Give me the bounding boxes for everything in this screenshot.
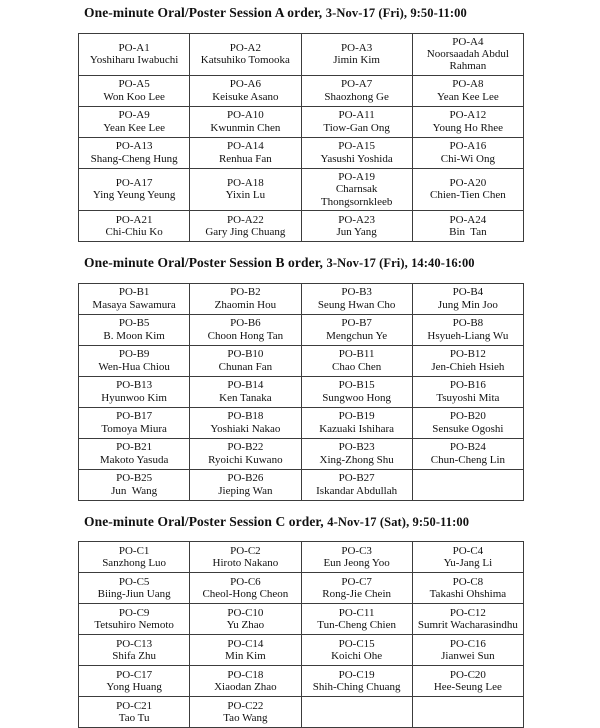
presenter-code: PO-A7 (341, 78, 373, 91)
presenter-code: PO-B9 (118, 348, 150, 361)
presenter-name: B. Moon Kim (103, 329, 165, 342)
presenter-cell (301, 407, 412, 438)
presenter-code: PO-C1 (118, 544, 150, 557)
presenter-code: PO-B4 (452, 286, 484, 299)
table-row (79, 211, 524, 242)
presenter-name: Keisuke Asano (212, 90, 279, 103)
presenter-name: Yu-Jang Li (443, 557, 493, 570)
presenter-code: PO-C22 (227, 699, 264, 712)
presenter-code: PO-B24 (449, 441, 486, 454)
presenter-cell (412, 376, 523, 407)
presenter-cell (79, 106, 190, 137)
session-table-body (79, 33, 524, 242)
presenter-cell (190, 345, 301, 376)
presenter-cell (301, 469, 412, 500)
presenter-cell (412, 604, 523, 635)
presenter-name: Kazuaki Ishihara (319, 422, 395, 435)
presenter-code: PO-B7 (341, 317, 372, 330)
presenter-name: Tao Tu (118, 712, 150, 725)
presenter-cell (412, 542, 523, 573)
presenter-code: PO-C2 (230, 544, 261, 557)
presenter-cell (301, 542, 412, 573)
table-row (79, 697, 524, 728)
presenter-name: Shih-Ching Chuang (312, 681, 401, 694)
presenter-cell (190, 314, 301, 345)
presenter-cell (412, 407, 523, 438)
presenter-name: Jianwei Sun (441, 650, 495, 663)
presenter-cell (79, 283, 190, 314)
table-row (79, 604, 524, 635)
presenter-code: PO-C6 (230, 575, 261, 588)
presenter-code: PO-B12 (449, 348, 486, 361)
presenter-cell (301, 635, 412, 666)
presenter-name: Chi-Wi Ong (440, 152, 495, 165)
presenter-cell (190, 635, 301, 666)
presenter-name: Tomoya Miura (101, 422, 167, 435)
presenter-cell (79, 438, 190, 469)
session-title-time: 4-Nov-17 (Sat), 9:50-11:00 (327, 514, 470, 529)
presenter-cell (412, 666, 523, 697)
presenter-code: PO-A6 (229, 78, 261, 91)
table-row (79, 542, 524, 573)
presenter-code: PO-B18 (227, 410, 264, 423)
presenter-code: PO-A22 (227, 213, 264, 226)
presenter-name: Shifa Zhu (112, 650, 156, 663)
presenter-cell (190, 542, 301, 573)
presenter-name: Chien-Tien Chen (430, 189, 506, 202)
presenter-name: Wen-Hua Chiou (98, 360, 170, 373)
presenter-name: Koichi Ohe (331, 650, 383, 663)
presenter-code: PO-A21 (115, 213, 153, 226)
presenter-code: PO-A11 (338, 109, 375, 122)
presenter-code: PO-A9 (118, 109, 150, 122)
presenter-code: PO-A10 (227, 109, 264, 122)
presenter-name: Jung Min Joo (437, 298, 498, 311)
table-row (79, 666, 524, 697)
presenter-code: PO-B5 (118, 317, 150, 330)
presenter-code: PO-A12 (449, 109, 487, 122)
presenter-name: Mengchun Ye (326, 329, 388, 342)
presenter-name: Yoshiharu Iwabuchi (89, 54, 179, 67)
presenter-name: Sumrit Wacharasindhu (417, 619, 518, 632)
presenter-name: Iskandar Abdullah (316, 484, 398, 497)
session-table-body (79, 283, 524, 500)
table-row (79, 345, 524, 376)
presenter-code: PO-A24 (449, 213, 487, 226)
presenter-cell (190, 137, 301, 168)
presenter-code: PO-B25 (116, 472, 153, 485)
presenter-name: Min Kim (225, 650, 266, 663)
presenter-code: PO-B13 (116, 379, 153, 392)
presenter-code: PO-C17 (116, 668, 153, 681)
table-row (79, 635, 524, 666)
presenter-code: PO-A2 (229, 41, 261, 54)
presenter-cell (190, 697, 301, 728)
presenter-code: PO-C10 (227, 606, 264, 619)
presenter-name: Choon Hong Tan (207, 329, 284, 342)
presenter-name: Cheol-Hong Cheon (202, 588, 289, 601)
presenter-code: PO-B10 (227, 348, 264, 361)
presenter-cell (190, 283, 301, 314)
session-table (78, 33, 524, 243)
presenter-name: Tetsuhiro Nemoto (94, 619, 174, 632)
presenter-cell (412, 438, 523, 469)
presenter-code: PO-B3 (341, 286, 372, 299)
presenter-name: Seung Hwan Cho (317, 298, 396, 311)
presenter-cell (79, 604, 190, 635)
session-title (84, 514, 524, 530)
table-row (79, 106, 524, 137)
presenter-name: Tao Wang (223, 712, 268, 725)
session-table-body (79, 542, 524, 728)
presenter-name: Ying Yeung Yeung (92, 189, 176, 202)
presenter-cell (412, 314, 523, 345)
presenter-name: Kwunmin Chen (210, 121, 281, 134)
empty-cell (412, 697, 523, 728)
presenter-code: PO-B19 (338, 410, 375, 423)
presenter-name: Xiaodan Zhao (214, 681, 277, 694)
presenter-cell (301, 604, 412, 635)
presenter-code: PO-A3 (341, 41, 373, 54)
session-title-main: One-minute Oral/Poster Session B order, (84, 255, 324, 271)
presenter-cell (79, 635, 190, 666)
presenter-cell (301, 75, 412, 106)
presenter-cell (412, 106, 523, 137)
presenter-name: Gary Jing Chuang (205, 226, 286, 239)
presenter-code: PO-B11 (338, 348, 375, 361)
presenter-name: Takashi Ohshima (429, 588, 507, 601)
table-row (79, 168, 524, 210)
presenter-cell (79, 75, 190, 106)
presenter-cell (412, 573, 523, 604)
presenter-cell (190, 168, 301, 210)
presenter-code: PO-A8 (452, 78, 484, 91)
table-row (79, 283, 524, 314)
presenter-name: Ken Tanaka (219, 391, 272, 404)
presenter-name: Tsuyoshi Mita (436, 391, 500, 404)
presenter-cell (412, 137, 523, 168)
presenter-name: Jun Yang (336, 226, 377, 239)
presenter-code: PO-B22 (227, 441, 264, 454)
presenter-code: PO-B1 (118, 286, 150, 299)
presenter-name: Young Ho Rhee (432, 121, 504, 134)
presenter-code: PO-C21 (116, 699, 153, 712)
presenter-code: PO-C20 (449, 668, 486, 681)
presenter-name: Bin Tan (449, 226, 487, 239)
presenter-code: PO-C4 (452, 544, 484, 557)
presenter-name: Sanzhong Luo (102, 557, 167, 570)
presenter-name: Eun Jeong Yoo (323, 557, 390, 570)
presenter-code: PO-C8 (452, 575, 484, 588)
presenter-cell (79, 168, 190, 210)
presenter-cell (412, 345, 523, 376)
empty-cell (301, 697, 412, 728)
presenter-cell (190, 75, 301, 106)
table-row (79, 573, 524, 604)
presenter-cell (79, 376, 190, 407)
session-title-time: 3-Nov-17 (Fri), 9:50-11:00 (325, 6, 467, 20)
presenter-code: PO-C18 (227, 668, 264, 681)
session-title (84, 255, 524, 271)
presenter-name: Jieping Wan (218, 484, 273, 497)
presenter-cell (301, 106, 412, 137)
presenter-cell (412, 75, 523, 106)
presenter-cell (301, 137, 412, 168)
presenter-name: Sensuke Ogoshi (432, 422, 504, 435)
presenter-code: PO-B20 (449, 410, 486, 423)
presenter-cell (412, 283, 523, 314)
presenter-code: PO-B17 (116, 410, 153, 423)
presenter-code: PO-B6 (230, 317, 261, 330)
presenter-code: PO-C3 (341, 544, 372, 557)
presenter-cell (79, 211, 190, 242)
presenter-name: Zhaomin Hou (214, 298, 277, 311)
presenter-code: PO-B8 (452, 317, 484, 330)
presenter-cell (301, 345, 412, 376)
presenter-cell (301, 438, 412, 469)
presenter-name: Charnsak Thongsornkleeb (320, 183, 393, 208)
presenter-code: PO-C9 (118, 606, 150, 619)
presenter-cell (190, 33, 301, 75)
empty-cell (412, 469, 523, 500)
table-row (79, 438, 524, 469)
presenter-code: PO-A18 (227, 176, 264, 189)
presenter-name: Hee-Seung Lee (433, 681, 502, 694)
presenter-code: PO-B26 (227, 472, 264, 485)
presenter-name: Yong Huang (106, 681, 162, 694)
table-row (79, 314, 524, 345)
presenter-name: Ryoichi Kuwano (208, 453, 283, 466)
presenter-cell (79, 666, 190, 697)
presenter-name: Hiroto Nakano (212, 557, 279, 570)
presenter-name: Jun Wang (111, 484, 158, 497)
presenter-code: PO-B16 (449, 379, 486, 392)
presenter-cell (301, 211, 412, 242)
table-row (79, 469, 524, 500)
presenter-code: PO-B14 (227, 379, 264, 392)
presenter-code: PO-C15 (338, 637, 375, 650)
presenter-name: Chi-Chiu Ko (105, 226, 163, 239)
presenter-cell (79, 137, 190, 168)
presenter-cell (301, 33, 412, 75)
presenter-code: PO-A1 (118, 41, 150, 54)
presenter-name: Shaozhong Ge (324, 90, 389, 103)
presenter-cell (301, 573, 412, 604)
presenter-cell (79, 573, 190, 604)
presenter-code: PO-A14 (227, 140, 264, 153)
presenter-code: PO-A17 (115, 176, 153, 189)
presenter-cell (190, 438, 301, 469)
presenter-cell (79, 407, 190, 438)
presenter-name: Makoto Yasuda (99, 453, 169, 466)
table-row (79, 407, 524, 438)
presenter-cell (79, 542, 190, 573)
presenter-cell (190, 666, 301, 697)
presenter-code: PO-B15 (338, 379, 375, 392)
presenter-code: PO-A15 (338, 140, 375, 153)
presenter-code: PO-C7 (341, 575, 372, 588)
presenter-cell (190, 211, 301, 242)
presenter-name: Jen-Chieh Hsieh (431, 360, 505, 373)
presenter-name: Masaya Sawamura (92, 298, 176, 311)
presenter-name: Renhua Fan (218, 152, 272, 165)
presenter-name: Jimin Kim (333, 54, 380, 67)
presenter-cell (79, 33, 190, 75)
session-title-main: One-minute Oral/Poster Session C order, (84, 513, 324, 529)
presenter-code: PO-C16 (449, 637, 486, 650)
presenter-code: PO-C12 (449, 606, 486, 619)
presenter-name: Sungwoo Hong (322, 391, 391, 404)
presenter-name: Shang-Cheng Hung (90, 152, 178, 165)
presenter-cell (412, 168, 523, 210)
presenter-code: PO-C11 (338, 606, 375, 619)
presenter-cell (190, 106, 301, 137)
presenter-cell (301, 168, 412, 210)
presenter-name: Rong-Jie Chein (322, 588, 391, 601)
presenter-name: Chunan Fan (218, 360, 273, 373)
presenter-code: PO-B23 (338, 441, 375, 454)
session-section (78, 255, 524, 501)
presenter-name: Yasushi Yoshida (320, 152, 393, 165)
presenter-name: Yu Zhao (226, 619, 265, 632)
presenter-code: PO-A19 (338, 170, 375, 183)
presenter-name: Biing-Jiun Uang (97, 588, 171, 601)
session-section (78, 514, 524, 728)
presenter-code: PO-A5 (118, 78, 150, 91)
presenter-name: Noorsaadah Abdul Rahman (426, 47, 512, 73)
presenter-name: Tun-Cheng Chien (317, 619, 396, 632)
presenter-name: Hyunwoo Kim (101, 391, 167, 404)
session-title-time: 3-Nov-17 (Fri), 14:40-16:00 (326, 256, 475, 271)
presenter-name: Tiow-Gan Ong (323, 121, 390, 134)
presenter-code: PO-A4 (452, 35, 484, 48)
presenter-code: PO-B2 (230, 286, 261, 299)
session-table (78, 541, 524, 728)
session-title-main: One-minute Oral/Poster Session A order, (84, 5, 323, 20)
presenter-code: PO-A23 (338, 213, 375, 226)
presenter-cell (79, 697, 190, 728)
presenter-cell (190, 469, 301, 500)
presenter-code: PO-A20 (449, 176, 487, 189)
session-title (84, 5, 524, 21)
presenter-code: PO-B27 (338, 472, 375, 485)
presenter-cell (79, 469, 190, 500)
table-row (79, 137, 524, 168)
presenter-cell (412, 635, 523, 666)
presenter-cell (79, 314, 190, 345)
table-row (79, 376, 524, 407)
presenter-code: PO-A13 (115, 140, 153, 153)
presenter-name: Yean Kee Lee (436, 90, 499, 103)
presenter-cell (190, 604, 301, 635)
presenter-name: Chun-Cheng Lin (430, 453, 505, 466)
presenter-name: Yean Kee Lee (103, 121, 166, 134)
presenter-code: PO-C13 (116, 637, 153, 650)
presenter-cell (301, 314, 412, 345)
presenter-name: Yixin Lu (225, 189, 266, 202)
presenter-code: PO-C5 (118, 575, 150, 588)
presenter-name: Chao Chen (332, 360, 382, 373)
presenter-name: Yoshiaki Nakao (210, 422, 281, 435)
presenter-code: PO-B21 (116, 441, 153, 454)
presenter-cell (190, 376, 301, 407)
presenter-code: PO-C14 (227, 637, 264, 650)
presenter-cell (412, 33, 523, 75)
presenter-cell (301, 376, 412, 407)
presenter-cell (301, 283, 412, 314)
presenter-cell (79, 345, 190, 376)
presenter-cell (412, 211, 523, 242)
presenter-code: PO-C19 (338, 668, 375, 681)
presenter-cell (190, 407, 301, 438)
table-row (79, 33, 524, 75)
presenter-name: Won Koo Lee (103, 90, 165, 103)
presenter-name: Xing-Zhong Shu (319, 453, 394, 466)
session-section (78, 5, 524, 242)
presenter-name: Hsyueh-Liang Wu (427, 329, 509, 342)
presenter-code: PO-A16 (449, 140, 487, 153)
presenter-cell (301, 666, 412, 697)
table-row (79, 75, 524, 106)
presenter-cell (190, 573, 301, 604)
session-table (78, 283, 524, 501)
presenter-name: Katsuhiko Tomooka (200, 54, 290, 67)
